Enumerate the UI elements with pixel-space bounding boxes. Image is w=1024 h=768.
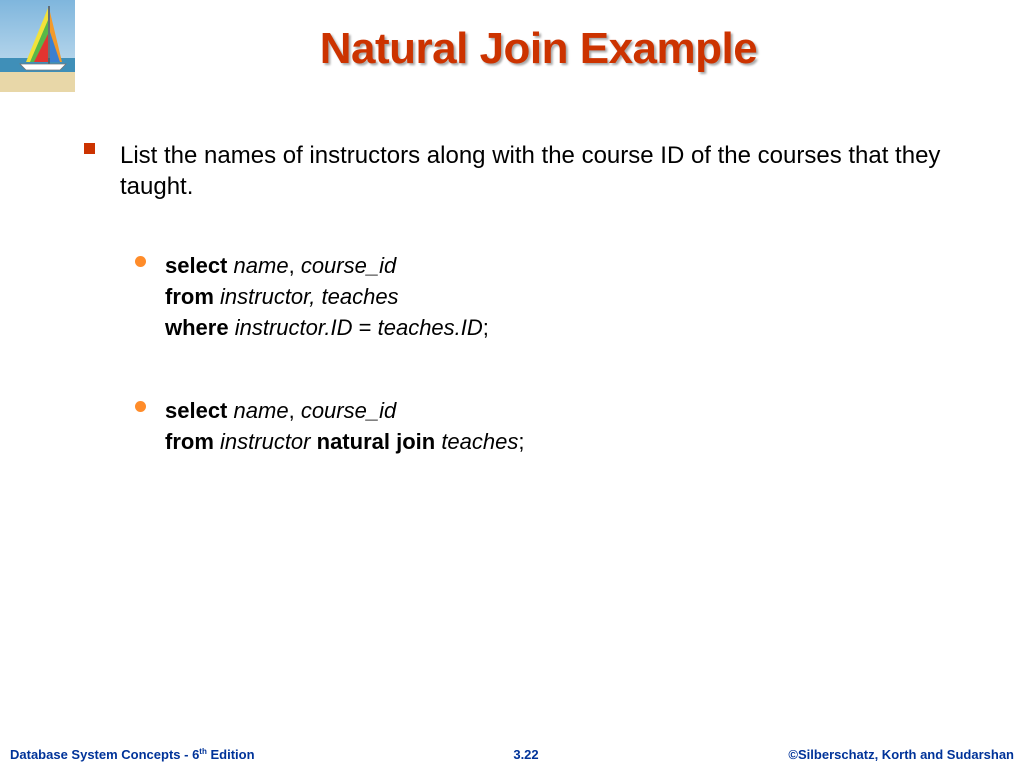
round-bullet-icon	[135, 401, 146, 412]
query1-from-line: from instructor, teaches	[165, 284, 399, 309]
footer-book-title: Database System Concepts - 6th Edition	[10, 747, 255, 762]
query1-where-line: where instructor.ID = teaches.ID;	[165, 315, 489, 340]
query2-select-line: select name, course_id	[165, 398, 397, 423]
main-bullet-text: List the names of instructors along with the course ID of the courses that they taught.	[120, 142, 941, 200]
slide-title: Natural Join Example	[319, 24, 758, 73]
square-bullet-icon	[84, 143, 95, 154]
query1-select-line: select name, course_id	[165, 253, 397, 278]
round-bullet-icon	[135, 256, 146, 267]
footer-copyright: ©Silberschatz, Korth and Sudarshan	[788, 747, 1014, 762]
query2-from-line: from instructor natural join teaches;	[165, 429, 525, 454]
footer-page-number: 3.22	[513, 747, 539, 762]
slide-footer	[0, 743, 1024, 763]
